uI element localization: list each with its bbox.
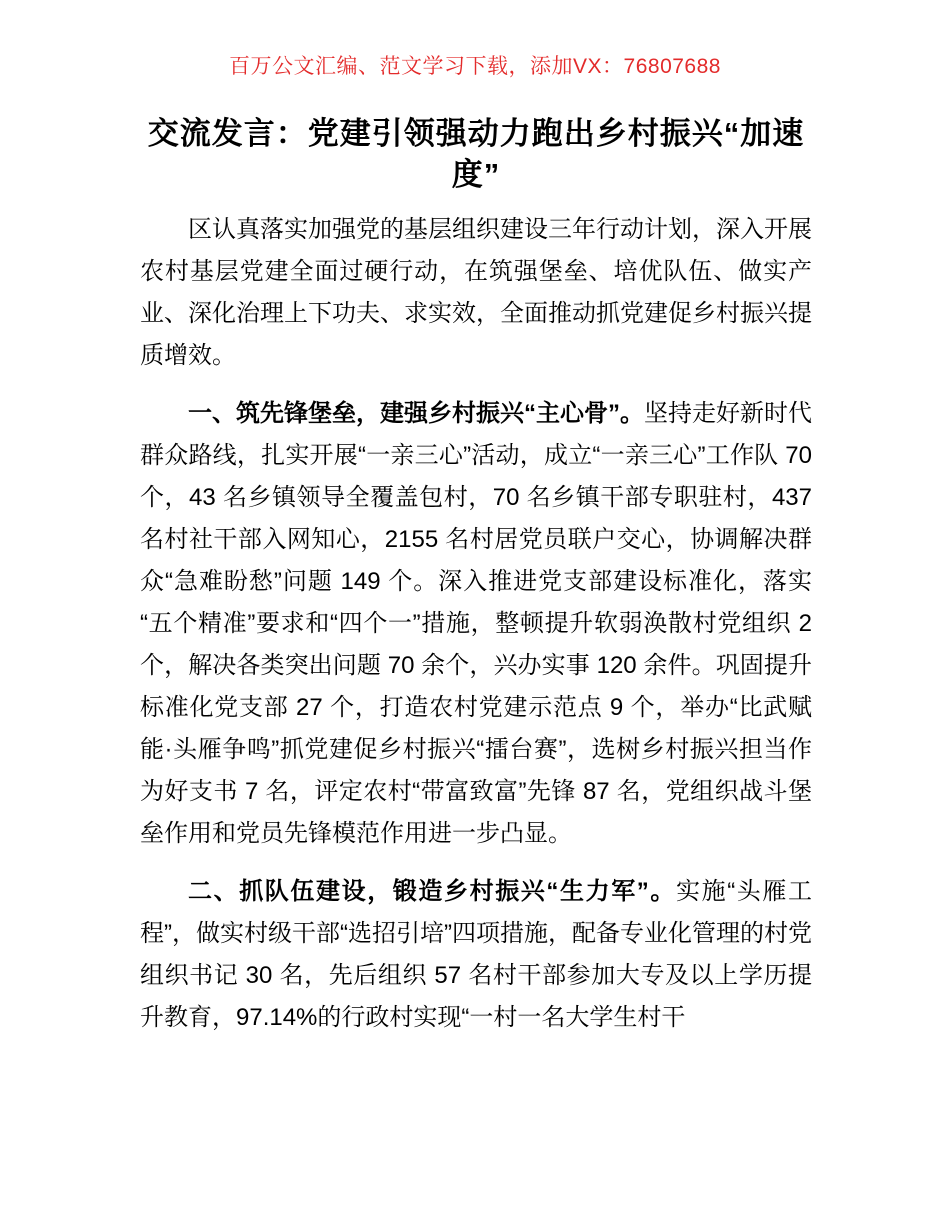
watermark-banner: 百万公文汇编、范文学习下载，添加VX：76807688 [229,55,721,78]
paragraph-section-1 [140,393,812,855]
paragraph-intro [140,209,812,377]
paragraph-text: 坚持走好新时代群众路线，扎实开展“一亲三心”活动，成立“一亲三心”工作队 70 个，43 名乡镇领导全覆盖包村，70 名乡镇干部专职驻村，437 名村社干部入网知心，2155 名村居党员联户交心，协调解决群众“急难盼愁”问题 149 个。深入推进党支部建设标准化，落实“五个精准”要求和“四个一”措施，整顿提升软弱涣散村党组织 2 个，解决各类突出问题 70 余个，兴办实事 120 余件。巩固提升标准化党支部 27 个，打造农村党建示范点 9 个，举办“比武赋能·头雁争鸣”抓党建促乡村振兴“擂台赛”，选树乡村振兴担当作为好支书 7 名，评定农村“带富致富”先锋 87 名，党组织战斗堡垒作用和党员先锋模范作用进一步凸显。 [140,400,812,847]
paragraph-lead: 一、筑先锋堡垒，建强乡村振兴“主心骨”。 [188,400,644,427]
paragraph-section-2 [140,871,812,1039]
paragraph-text: 区认真落实加强党的基层组织建设三年行动计划，深入开展农村基层党建全面过硬行动，在筑强堡垒、培优队伍、做实产业、深化治理上下功夫、求实效，全面推动抓党建促乡村振兴提质增效。 [140,216,812,369]
paragraph-text: 实施“头雁工程”，做实村级干部“选招引培”四项措施，配备专业化管理的村党组织书记 30 名，先后组织 57 名村干部参加大专及以上学历提升教育，97.14%的行政村实现“一村一名大学生村干 [140,878,812,1031]
document-title: 交流发言：党建引领强动力跑出乡村振兴“加速度” [147,116,805,192]
paragraph-lead: 二、抓队伍建设，锻造乡村振兴“生力军”。 [188,878,676,905]
document-body [140,209,812,1039]
